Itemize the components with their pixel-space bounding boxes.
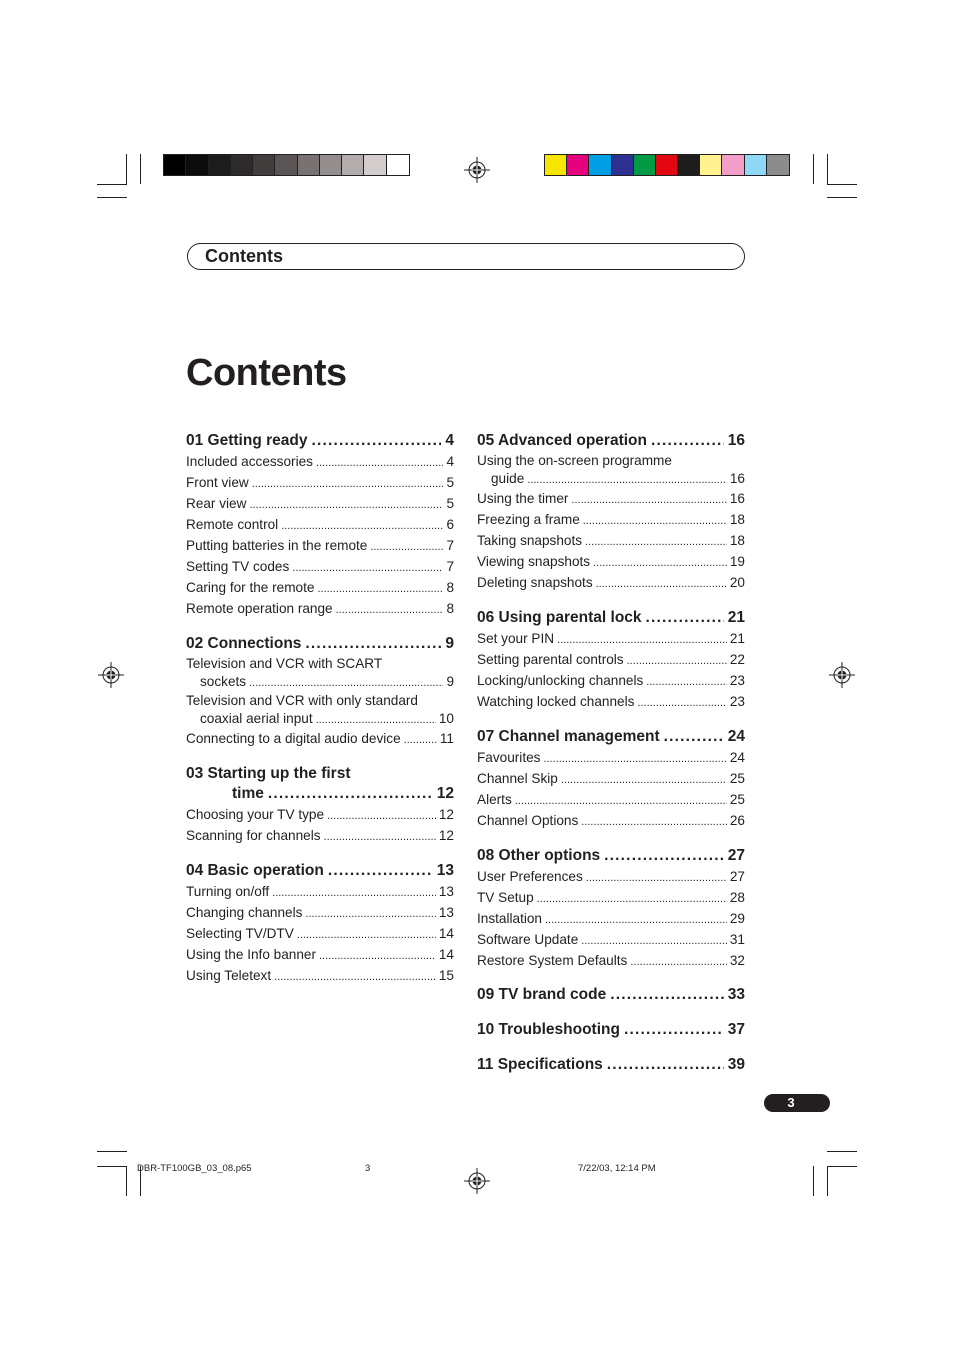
crop-mark xyxy=(97,197,127,198)
registration-mark-icon xyxy=(464,1168,490,1194)
entry-page: 14 xyxy=(438,926,454,941)
entry-page: 26 xyxy=(729,813,745,828)
crop-mark xyxy=(827,184,857,185)
entry-label: Television and VCR with only standard xyxy=(186,693,418,708)
swatch xyxy=(722,155,744,175)
toc-entry xyxy=(186,924,454,945)
entry-label: Front view xyxy=(186,475,249,490)
entry-label: Selecting TV/DTV xyxy=(186,926,294,941)
toc-entry xyxy=(186,826,454,847)
crop-mark xyxy=(827,1151,857,1152)
section-title: 04 Basic operation xyxy=(186,862,324,879)
section-page: 16 xyxy=(727,432,745,449)
entry-page: 8 xyxy=(446,580,454,595)
entry-page: 28 xyxy=(729,890,745,905)
crop-mark xyxy=(97,1166,127,1167)
entry-label: Changing channels xyxy=(186,905,303,920)
leader-dots xyxy=(581,812,727,832)
entry-page: 24 xyxy=(729,750,745,765)
toc-entry xyxy=(186,945,454,966)
leader-dots xyxy=(370,537,443,557)
toc-entry xyxy=(186,710,454,729)
section-title: 01 Getting ready xyxy=(186,432,308,449)
entry-label: coaxial aerial input xyxy=(200,711,313,726)
section-entries xyxy=(477,452,745,594)
leader-dots xyxy=(646,608,724,628)
section-title: 09 TV brand code xyxy=(477,986,607,1003)
section-title: 07 Channel management xyxy=(477,728,660,745)
entry-page: 23 xyxy=(729,673,745,688)
section-heading xyxy=(477,431,745,451)
section-heading xyxy=(477,1055,745,1075)
toc-entry xyxy=(186,966,454,987)
crop-mark xyxy=(813,154,814,184)
toc-entry xyxy=(477,790,745,811)
section-heading xyxy=(186,431,454,451)
section-heading xyxy=(477,608,745,628)
toc-entry xyxy=(477,531,745,552)
footer-page: 3 xyxy=(365,1163,371,1174)
toc-left-column xyxy=(186,431,454,987)
entry-label: Installation xyxy=(477,911,542,926)
leader-dots xyxy=(610,985,724,1005)
entry-label: Remote control xyxy=(186,517,279,532)
section-title-line: 03 Starting up the first xyxy=(186,765,351,782)
leader-dots xyxy=(272,883,436,903)
section-page: 12 xyxy=(436,785,454,802)
toc-entry xyxy=(477,452,745,470)
toc-entry xyxy=(186,494,454,515)
section-heading xyxy=(477,727,745,747)
color-bar xyxy=(544,154,790,176)
section-page: 4 xyxy=(445,432,454,449)
toc-entry xyxy=(186,692,454,710)
section-header-pill xyxy=(187,243,745,270)
leader-dots xyxy=(249,495,443,515)
crop-mark xyxy=(827,197,857,198)
leader-dots xyxy=(537,889,727,909)
entry-page: 12 xyxy=(438,807,454,822)
entry-page: 31 xyxy=(729,932,745,947)
entry-page: 27 xyxy=(729,869,745,884)
entry-page: 29 xyxy=(729,911,745,926)
toc-entry xyxy=(186,578,454,599)
entry-page: 21 xyxy=(729,631,745,646)
section-page: 24 xyxy=(727,728,745,745)
entry-label: Included accessories xyxy=(186,454,313,469)
crop-mark xyxy=(126,154,127,184)
entry-label: Freezing a frame xyxy=(477,512,580,527)
entry-page: 12 xyxy=(438,828,454,843)
leader-dots xyxy=(292,558,443,578)
section-heading xyxy=(477,1020,745,1040)
entry-label: Channel Options xyxy=(477,813,579,828)
section-entries xyxy=(186,805,454,847)
toc-section xyxy=(477,608,745,713)
section-page: 13 xyxy=(436,862,454,879)
section-heading xyxy=(186,861,454,881)
toc-section xyxy=(477,1020,745,1040)
toc-entry xyxy=(477,930,745,951)
entry-page: 18 xyxy=(729,533,745,548)
section-title-line: time xyxy=(232,785,264,802)
section-title: 05 Advanced operation xyxy=(477,432,647,449)
section-title: 08 Other options xyxy=(477,847,601,864)
leader-dots xyxy=(624,1020,724,1040)
section-title: 10 Troubleshooting xyxy=(477,1021,620,1038)
leader-dots xyxy=(646,672,727,692)
swatch xyxy=(678,155,700,175)
entry-label: Television and VCR with SCART xyxy=(186,656,383,671)
entry-label: Choosing your TV type xyxy=(186,807,325,822)
entry-page: 14 xyxy=(438,947,454,962)
entry-page: 8 xyxy=(446,601,454,616)
leader-dots xyxy=(305,634,441,654)
entry-page: 15 xyxy=(438,968,454,983)
section-entries xyxy=(477,629,745,713)
leader-dots xyxy=(583,511,727,531)
leader-dots xyxy=(404,730,437,750)
leader-dots xyxy=(311,431,441,451)
leader-dots xyxy=(336,600,444,620)
footer-date: 7/22/03, 12:14 PM xyxy=(578,1163,656,1174)
toc-entry xyxy=(186,903,454,924)
toc-entry xyxy=(477,692,745,713)
entry-label: Alerts xyxy=(477,792,512,807)
entry-page: 10 xyxy=(438,711,454,726)
section-entries xyxy=(186,882,454,987)
crop-mark xyxy=(97,1151,127,1152)
entry-label: Watching locked channels xyxy=(477,694,635,709)
page-number-badge xyxy=(764,1094,830,1112)
swatch xyxy=(164,155,186,175)
toc-section xyxy=(186,861,454,987)
swatch xyxy=(298,155,320,175)
entry-label: Taking snapshots xyxy=(477,533,583,548)
entry-label: Favourites xyxy=(477,750,541,765)
leader-dots xyxy=(596,574,727,594)
leader-dots xyxy=(249,674,443,692)
entry-label: Scanning for channels xyxy=(186,828,321,843)
leader-dots xyxy=(324,827,436,847)
swatch xyxy=(612,155,634,175)
toc-entry xyxy=(477,867,745,888)
toc-entry xyxy=(477,470,745,489)
leader-dots xyxy=(305,904,435,924)
toc-section xyxy=(186,634,454,750)
entry-page: 13 xyxy=(438,884,454,899)
toc-entry xyxy=(477,888,745,909)
toc-entry xyxy=(186,729,454,750)
entry-label: Deleting snapshots xyxy=(477,575,593,590)
swatch xyxy=(364,155,386,175)
leader-dots xyxy=(268,784,433,804)
page-title: Contents xyxy=(186,352,347,394)
entry-label: Restore System Defaults xyxy=(477,953,628,968)
registration-mark-icon xyxy=(829,662,855,688)
entry-label: Rear view xyxy=(186,496,247,511)
entry-label: Putting batteries in the remote xyxy=(186,538,368,553)
section-heading xyxy=(186,784,454,804)
section-heading xyxy=(477,985,745,1005)
crop-mark xyxy=(827,1166,857,1167)
toc-section xyxy=(477,985,745,1005)
toc-section xyxy=(477,1055,745,1075)
section-entries xyxy=(477,867,745,972)
toc-entry xyxy=(186,473,454,494)
entry-label: Remote operation range xyxy=(186,601,333,616)
entry-page: 22 xyxy=(729,652,745,667)
crop-mark xyxy=(126,1166,127,1196)
swatch xyxy=(231,155,253,175)
swatch xyxy=(567,155,589,175)
entry-label: Connecting to a digital audio device xyxy=(186,731,401,746)
leader-dots xyxy=(327,806,436,826)
section-header-title: Contents xyxy=(205,246,283,266)
toc-entry xyxy=(477,951,745,972)
swatch xyxy=(209,155,231,175)
crop-mark xyxy=(97,184,127,185)
leader-dots xyxy=(664,727,724,747)
leader-dots xyxy=(317,579,443,599)
entry-label: guide xyxy=(491,471,525,486)
swatch xyxy=(275,155,297,175)
leader-dots xyxy=(316,453,443,473)
leader-dots xyxy=(627,651,727,671)
leader-dots xyxy=(607,1055,724,1075)
entry-page: 5 xyxy=(446,496,454,511)
toc-entry xyxy=(186,599,454,620)
toc-entry xyxy=(477,811,745,832)
crop-mark xyxy=(813,1166,814,1196)
toc-entry xyxy=(186,673,454,692)
section-page: 9 xyxy=(445,635,454,652)
toc-entry xyxy=(186,557,454,578)
entry-label: Using the on-screen programme xyxy=(477,453,672,468)
swatch xyxy=(387,155,409,175)
page-number: 3 xyxy=(787,1095,795,1110)
section-heading xyxy=(186,634,454,654)
toc-entry xyxy=(477,671,745,692)
toc-entry xyxy=(477,489,745,510)
entry-label: Turning on/off xyxy=(186,884,270,899)
section-entries xyxy=(186,655,454,750)
toc-entry xyxy=(477,552,745,573)
entry-page: 32 xyxy=(729,953,745,968)
leader-dots xyxy=(581,931,727,951)
leader-dots xyxy=(637,693,726,713)
section-heading xyxy=(477,846,745,866)
toc-entry xyxy=(477,748,745,769)
entry-page: 7 xyxy=(446,559,454,574)
toc-entry xyxy=(186,536,454,557)
section-title: 11 Specifications xyxy=(477,1056,603,1073)
swatch xyxy=(745,155,767,175)
entry-label: Caring for the remote xyxy=(186,580,315,595)
leader-dots xyxy=(252,474,444,494)
leader-dots xyxy=(319,946,436,966)
toc-section xyxy=(186,431,454,620)
leader-dots xyxy=(571,490,726,510)
section-page: 27 xyxy=(727,847,745,864)
entry-page: 13 xyxy=(438,905,454,920)
entry-page: 19 xyxy=(729,554,745,569)
entry-label: Setting parental controls xyxy=(477,652,624,667)
entry-page: 5 xyxy=(446,475,454,490)
leader-dots xyxy=(328,861,433,881)
entry-page: 7 xyxy=(446,538,454,553)
toc-entry xyxy=(477,769,745,790)
entry-label: Set your PIN xyxy=(477,631,555,646)
entry-label: TV Setup xyxy=(477,890,534,905)
leader-dots xyxy=(545,910,727,930)
leader-dots xyxy=(651,431,724,451)
entry-page: 18 xyxy=(729,512,745,527)
toc-entry xyxy=(477,909,745,930)
leader-dots xyxy=(557,630,727,650)
leader-dots xyxy=(543,749,726,769)
toc-entry xyxy=(477,629,745,650)
grayscale-bar xyxy=(163,154,410,176)
toc-entry xyxy=(186,515,454,536)
section-page: 37 xyxy=(727,1021,745,1038)
entry-label: Locking/unlocking channels xyxy=(477,673,644,688)
entry-page: 25 xyxy=(729,771,745,786)
toc-entry xyxy=(186,805,454,826)
leader-dots xyxy=(593,553,727,573)
section-entries xyxy=(186,452,454,620)
entry-label: Using the Info banner xyxy=(186,947,316,962)
section-page: 21 xyxy=(727,609,745,626)
entry-page: 23 xyxy=(729,694,745,709)
leader-dots xyxy=(274,967,436,987)
entry-page: 16 xyxy=(729,491,745,506)
section-title: 02 Connections xyxy=(186,635,302,652)
leader-dots xyxy=(281,516,443,536)
swatch xyxy=(767,155,789,175)
entry-page: 20 xyxy=(729,575,745,590)
entry-page: 9 xyxy=(446,674,454,689)
leader-dots xyxy=(527,471,727,489)
entry-label: Using the timer xyxy=(477,491,569,506)
swatch xyxy=(634,155,656,175)
section-heading xyxy=(186,764,454,784)
footer-filename: DBR-TF100GB_03_08.p65 xyxy=(137,1163,252,1174)
entry-label: Software Update xyxy=(477,932,579,947)
entry-page: 6 xyxy=(446,517,454,532)
leader-dots xyxy=(515,791,727,811)
toc-entry xyxy=(186,882,454,903)
section-page: 33 xyxy=(727,986,745,1003)
entry-page: 16 xyxy=(729,471,745,486)
toc-right-column xyxy=(477,431,745,1076)
toc-section xyxy=(186,764,454,847)
toc-section xyxy=(477,727,745,832)
swatch xyxy=(656,155,678,175)
leader-dots xyxy=(585,532,727,552)
toc-entry xyxy=(186,655,454,673)
registration-mark-icon xyxy=(464,157,490,183)
crop-mark xyxy=(827,154,828,184)
leader-dots xyxy=(630,952,727,972)
registration-mark-icon xyxy=(98,662,124,688)
swatch xyxy=(253,155,275,175)
entry-page: 4 xyxy=(446,454,454,469)
crop-mark xyxy=(827,1166,828,1196)
entry-label: Using Teletext xyxy=(186,968,272,983)
entry-label: Viewing snapshots xyxy=(477,554,591,569)
leader-dots xyxy=(316,711,436,729)
leader-dots xyxy=(561,770,727,790)
swatch xyxy=(320,155,342,175)
crop-mark xyxy=(140,154,141,184)
swatch xyxy=(342,155,364,175)
entry-label: Channel Skip xyxy=(477,771,558,786)
leader-dots xyxy=(586,868,727,888)
toc-section xyxy=(477,846,745,972)
swatch xyxy=(700,155,722,175)
entry-label: Setting TV codes xyxy=(186,559,290,574)
entry-label: User Preferences xyxy=(477,869,583,884)
swatch xyxy=(186,155,208,175)
toc-entry xyxy=(477,573,745,594)
entry-page: 11 xyxy=(439,731,454,746)
section-entries xyxy=(477,748,745,832)
toc-entry xyxy=(186,452,454,473)
leader-dots xyxy=(297,925,436,945)
entry-page: 25 xyxy=(729,792,745,807)
swatch xyxy=(545,155,567,175)
toc-entry xyxy=(477,510,745,531)
swatch xyxy=(589,155,611,175)
entry-label: sockets xyxy=(200,674,247,689)
toc-entry xyxy=(477,650,745,671)
leader-dots xyxy=(604,846,724,866)
toc-section xyxy=(477,431,745,594)
section-title: 06 Using parental lock xyxy=(477,609,642,626)
section-page: 39 xyxy=(727,1056,745,1073)
